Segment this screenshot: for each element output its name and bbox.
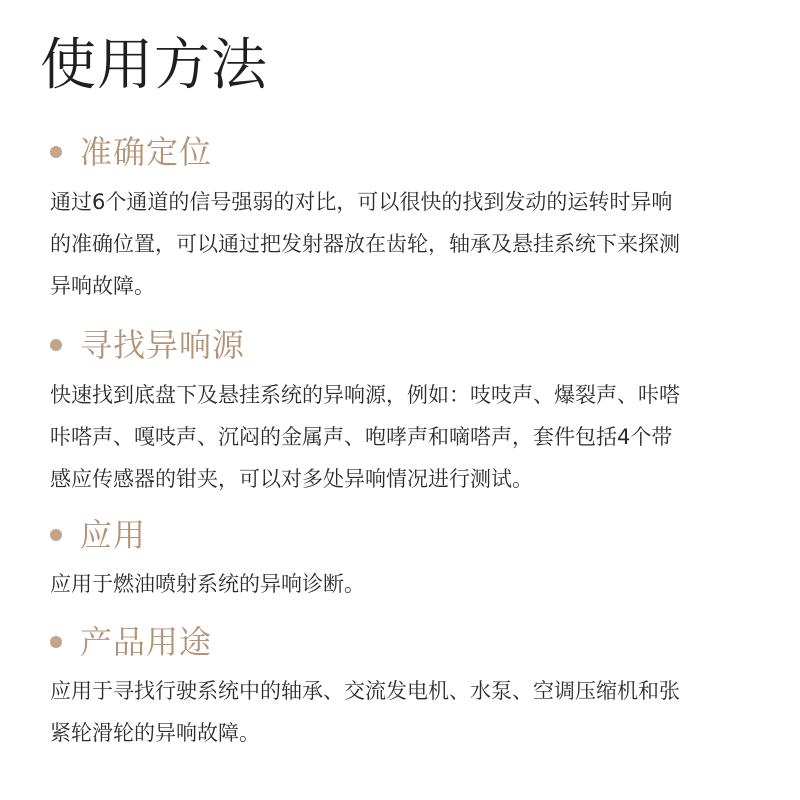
section-body: [50, 563, 770, 605]
body-line: 紧轮滑轮的异响故障。: [50, 721, 260, 745]
section-body: [50, 181, 770, 307]
body-line: 快速找到底盘下及悬挂系统的异响源，例如：吱吱声、爆裂声、咔嗒: [50, 383, 680, 407]
body-line: 应用于燃油喷射系统的异响诊断。: [50, 572, 365, 596]
section-heading-text: 产品用途: [80, 623, 213, 661]
body-line: 咔嗒声、嘎吱声、沉闷的金属声、咆哮声和嘀嗒声，套件包括4个带: [50, 425, 673, 449]
bullet-dot-icon: [50, 636, 62, 648]
bullet-dot-icon: [50, 146, 62, 158]
section-heading-accurate-positioning: [50, 130, 212, 174]
body-line: 异响故障。: [50, 274, 155, 298]
section-body: [50, 374, 770, 500]
bullet-dot-icon: [50, 529, 62, 541]
section-heading-text: 应用: [80, 516, 147, 554]
body-line: 应用于寻找行驶系统中的轴承、交流发电机、水泵、空调压缩机和张: [50, 679, 680, 703]
section-heading-text: 准确定位: [80, 133, 213, 171]
section-body: [50, 670, 770, 754]
page-title: 使用方法: [40, 33, 268, 98]
body-line: 的准确位置，可以通过把发射器放在齿轮，轴承及悬挂系统下来探测: [50, 232, 680, 256]
section-heading-product-use: [50, 620, 212, 664]
body-line: 感应传感器的钳夹，可以对多处异响情况进行测试。: [50, 467, 533, 491]
section-heading-text: 寻找异响源: [80, 326, 246, 364]
section-heading-find-noise-source: [50, 323, 245, 367]
body-line: 通过6个通道的信号强弱的对比，可以很快的找到发动的运转时异响: [50, 190, 673, 214]
bullet-dot-icon: [50, 339, 62, 351]
section-heading-application: [50, 513, 146, 557]
